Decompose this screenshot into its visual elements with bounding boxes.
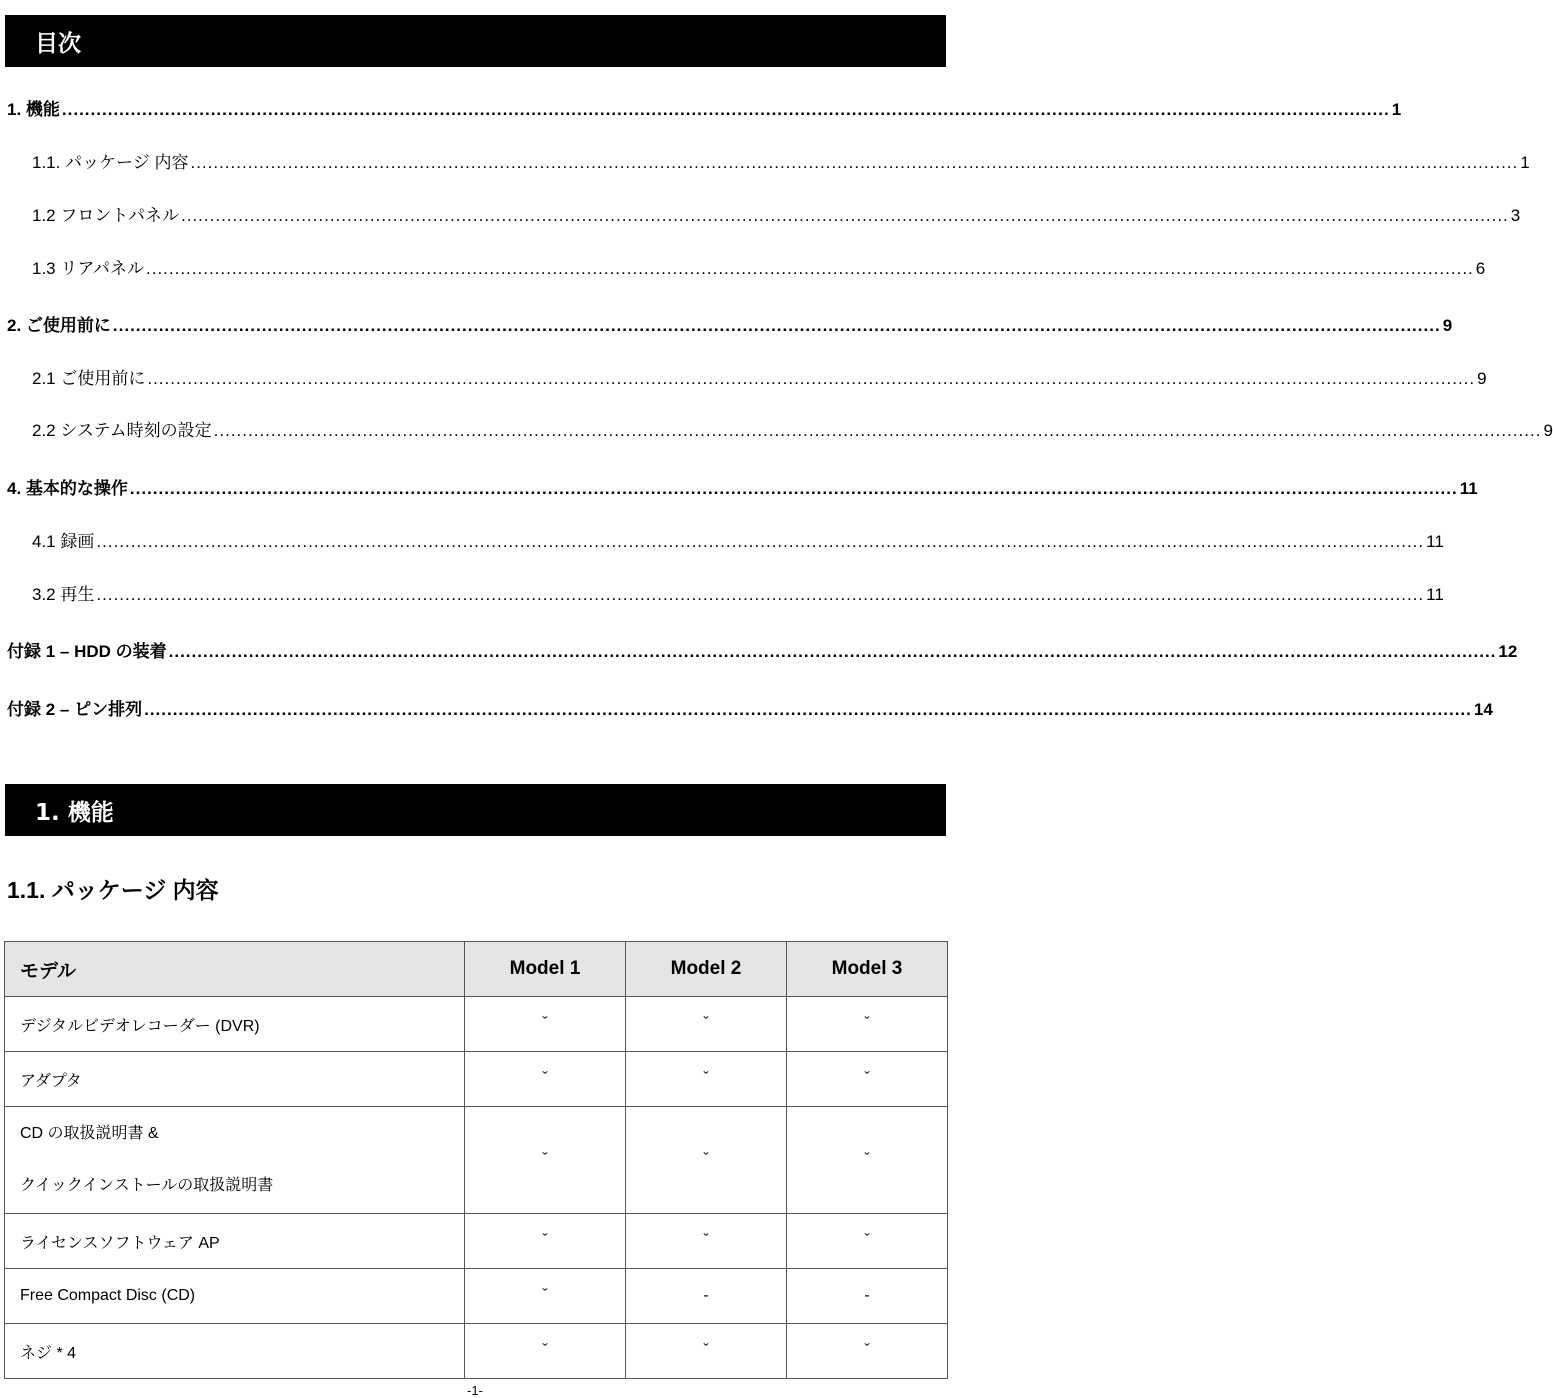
toc-entry-page: 9 — [1442, 316, 1453, 335]
toc-entry-title: 2. ご使用前に — [7, 316, 111, 335]
table-row — [5, 997, 948, 1052]
toc-entry-title: 2.1 ご使用前に — [32, 369, 146, 388]
package-contents-table — [4, 941, 948, 1379]
section-title-banner — [5, 784, 946, 836]
toc-entry[interactable] — [7, 311, 1453, 336]
table-row — [5, 1052, 948, 1107]
toc-entry-page: 11 — [1459, 479, 1478, 498]
check-mark: ˇ — [626, 1052, 787, 1107]
toc-entry-page: 9 — [1543, 421, 1553, 440]
item-name: アダプタ — [5, 1052, 465, 1107]
toc-leader: ........................................................................................................................................................................................................................................ — [190, 153, 1519, 172]
table-header-row — [5, 942, 948, 997]
toc-leader: ........................................................................................................................................................................................................................................ — [112, 316, 1441, 335]
toc-entry-page: 14 — [1473, 700, 1493, 719]
toc-entry[interactable] — [7, 474, 1478, 499]
dash-mark: - — [626, 1269, 787, 1324]
toc-leader: ........................................................................................................................................................................................................................................ — [96, 532, 1425, 551]
toc-entry-title: 1.1. パッケージ 内容 — [32, 153, 189, 172]
toc-entry[interactable] — [7, 637, 1518, 662]
toc-leader: ........................................................................................................................................................................................................................................ — [129, 479, 1458, 498]
toc-entry-title: 4.1 録画 — [32, 532, 95, 551]
section-title: 1. 機能 — [35, 799, 114, 826]
toc-title-banner — [5, 15, 946, 67]
check-mark: ˇ — [626, 997, 787, 1052]
item-name: ネジ * 4 — [5, 1324, 465, 1379]
toc-entry-title: 3.2 再生 — [32, 585, 95, 604]
dash-mark: - — [787, 1269, 948, 1324]
toc-entry-title: 4. 基本的な操作 — [7, 479, 128, 498]
toc-entry-page: 9 — [1477, 369, 1487, 388]
check-mark: ˇ — [465, 1269, 626, 1324]
toc-entry[interactable] — [32, 580, 1444, 605]
toc-leader: ........................................................................................................................................................................................................................................ — [61, 100, 1390, 119]
column-header-model-1: Model 1 — [465, 942, 626, 997]
table-row — [5, 1214, 948, 1269]
table-row — [5, 1107, 948, 1214]
check-mark: ˇ — [465, 1214, 626, 1269]
toc-leader: ........................................................................................................................................................................................................................................ — [147, 369, 1476, 388]
check-mark: ˇ — [787, 1052, 948, 1107]
toc-entry[interactable] — [32, 364, 1487, 389]
column-header-model-2: Model 2 — [626, 942, 787, 997]
toc-entry[interactable] — [32, 416, 1553, 441]
toc-entry-page: 1 — [1520, 153, 1530, 172]
toc-entry-title: 1. 機能 — [7, 100, 60, 119]
page-number: -1- — [467, 1383, 483, 1398]
toc-entry-page: 6 — [1475, 259, 1486, 278]
toc-entry-page: 11 — [1426, 532, 1444, 551]
toc-entry-title: 付録 2 – ピン排列 — [7, 700, 143, 719]
table-row — [5, 1269, 948, 1324]
item-name: デジタルビデオレコーダー (DVR) — [5, 997, 465, 1052]
check-mark: ˇ — [626, 1214, 787, 1269]
toc-entry[interactable] — [7, 695, 1493, 720]
item-name: Free Compact Disc (CD) — [5, 1269, 465, 1324]
toc-leader: ........................................................................................................................................................................................................................................ — [213, 421, 1542, 440]
check-mark: ˇ — [787, 1324, 948, 1379]
toc-entry[interactable] — [32, 201, 1521, 226]
toc-entry-title: 2.2 システム時刻の設定 — [32, 421, 212, 440]
toc-entry-title: 付録 1 – HDD の装着 — [7, 642, 167, 661]
toc-entry-title: 1.2 フロントパネル — [32, 206, 180, 225]
toc-entry-title: 1.3 リアパネル — [32, 259, 144, 278]
toc-entry-page: 12 — [1498, 642, 1518, 661]
item-name — [5, 1107, 465, 1214]
toc-entry-page: 1 — [1391, 100, 1402, 119]
check-mark: ˇ — [465, 1107, 626, 1214]
toc-leader: ........................................................................................................................................................................................................................................ — [96, 585, 1425, 604]
toc-entry-page: 3 — [1510, 206, 1521, 225]
toc-title: 目次 — [35, 30, 81, 57]
subsection-title: 1.1. パッケージ 内容 — [7, 877, 219, 903]
toc-entry[interactable] — [32, 148, 1530, 173]
check-mark: ˇ — [465, 997, 626, 1052]
toc-leader: ........................................................................................................................................................................................................................................ — [168, 642, 1497, 661]
item-name-line-1: CD の取扱説明書 & — [20, 1125, 159, 1142]
check-mark: ˇ — [787, 997, 948, 1052]
check-mark: ˇ — [626, 1324, 787, 1379]
column-header-model: モデル — [5, 942, 465, 997]
toc-entry[interactable] — [32, 527, 1444, 552]
check-mark: ˇ — [465, 1052, 626, 1107]
item-name: ライセンスソフトウェア AP — [5, 1214, 465, 1269]
toc-entry[interactable] — [32, 254, 1486, 279]
table-row — [5, 1324, 948, 1379]
toc-leader: ........................................................................................................................................................................................................................................ — [146, 259, 1474, 278]
check-mark: ˇ — [626, 1107, 787, 1214]
check-mark: ˇ — [465, 1324, 626, 1379]
toc-leader: ........................................................................................................................................................................................................................................ — [181, 206, 1509, 225]
item-name-line-2: クイックインストールの取扱説明書 — [20, 1177, 274, 1194]
check-mark: ˇ — [787, 1214, 948, 1269]
check-mark: ˇ — [787, 1107, 948, 1214]
column-header-model-3: Model 3 — [787, 942, 948, 997]
toc-leader: ........................................................................................................................................................................................................................................ — [144, 700, 1472, 719]
toc-entry[interactable] — [7, 95, 1402, 120]
toc-entry-page: 11 — [1426, 585, 1444, 604]
